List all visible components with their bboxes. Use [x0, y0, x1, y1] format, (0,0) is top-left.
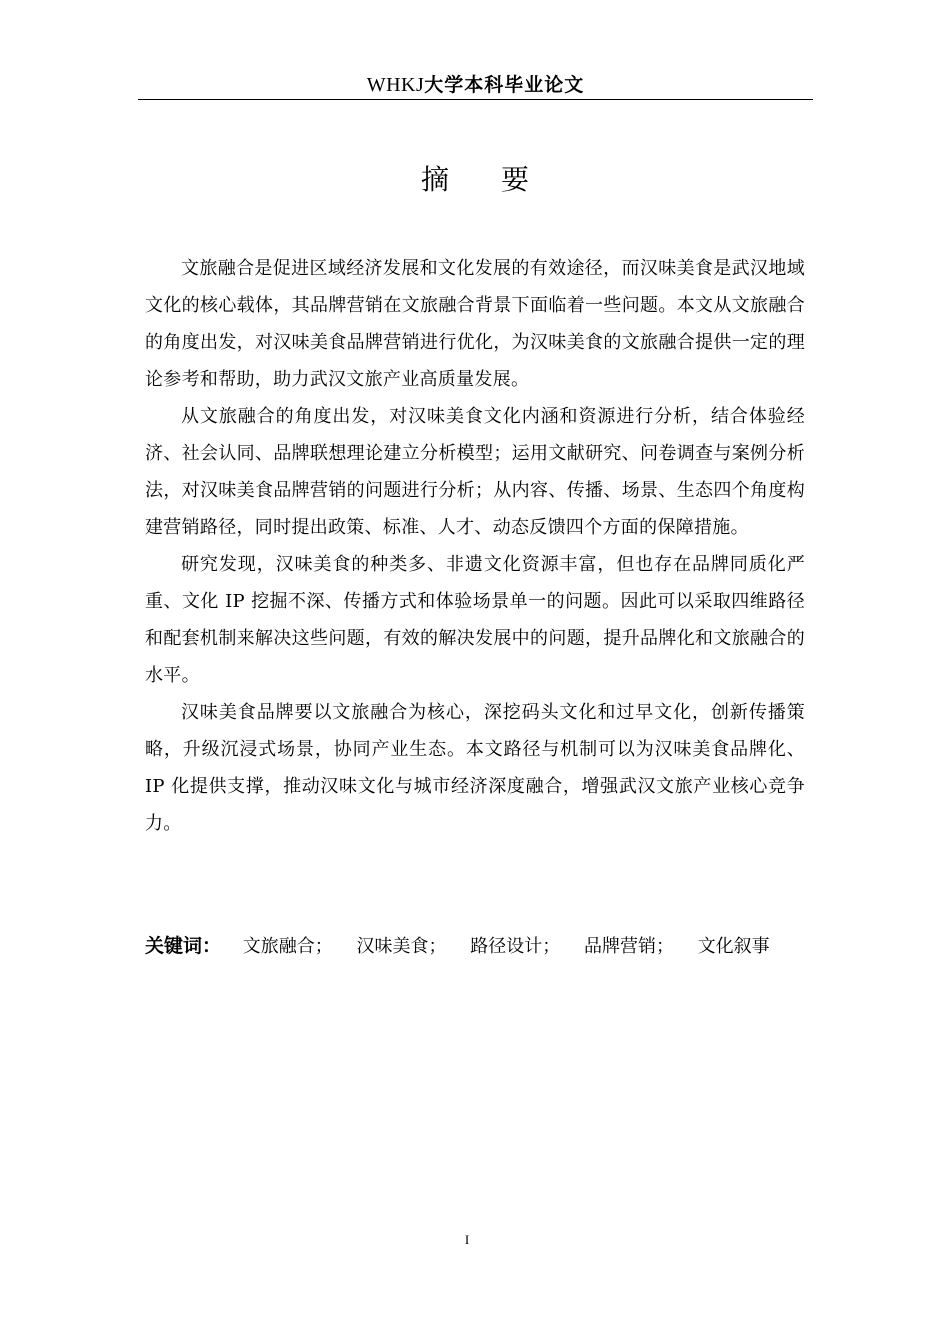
abstract-paragraph-4: 汉味美食品牌要以文旅融合为核心，深挖码头文化和过早文化，创新传播策略，升级沉浸式场景，协同产业生态。本文路径与机制可以为汉味美食品牌化、IP 化提供支撑，推动汉味文化与城市经济深度融合，增强武汉文旅产业核心竞争力。: [145, 702, 805, 834]
running-header: [138, 70, 813, 100]
abstract-title: 摘要: [420, 163, 581, 196]
header-thesis-type: 大学本科毕业论文: [424, 74, 585, 96]
page-number: I: [464, 1232, 470, 1247]
keyword-item: 品牌营销；: [583, 936, 674, 957]
keyword-item: 路径设计；: [470, 936, 561, 957]
abstract-paragraph-1: 文旅融合是促进区域经济发展和文化发展的有效途径，而汉味美食是武汉地域文化的核心载体，其品牌营销在文旅融合背景下面临着一些问题。本文从文旅融合的角度出发，对汉味美食品牌营销进行优化，为汉味美食的文旅融合提供一定的理论参考和帮助，助力武汉文旅产业高质量发展。: [145, 258, 805, 390]
abstract-paragraph-3: 研究发现，汉味美食的种类多、非遗文化资源丰富，但也存在品牌同质化严重、文化 IP 挖掘不深、传播方式和体验场景单一的问题。因此可以采取四维路径和配套机制来解决这些问题，有效的解决发展中的问题，提升品牌化和文旅融合的水平。: [145, 554, 805, 686]
keyword-item: 文化叙事: [697, 936, 770, 957]
keyword-item: 汉味美食；: [356, 936, 447, 957]
keyword-item: 文旅融合；: [242, 936, 333, 957]
keywords-label: 关键词：: [145, 935, 222, 957]
header-university-code: WHKJ: [366, 74, 425, 96]
keywords-line: [145, 928, 805, 965]
abstract-body: [145, 250, 805, 842]
abstract-paragraph-2: 从文旅融合的角度出发，对汉味美食文化内涵和资源进行分析，结合体验经济、社会认同、品牌联想理论建立分析模型；运用文献研究、问卷调查与案例分析法，对汉味美食品牌营销的问题进行分析；从内容、传播、场景、生态四个角度构建营销路径，同时提出政策、标准、人才、动态反馈四个方面的保障措施。: [145, 406, 805, 538]
